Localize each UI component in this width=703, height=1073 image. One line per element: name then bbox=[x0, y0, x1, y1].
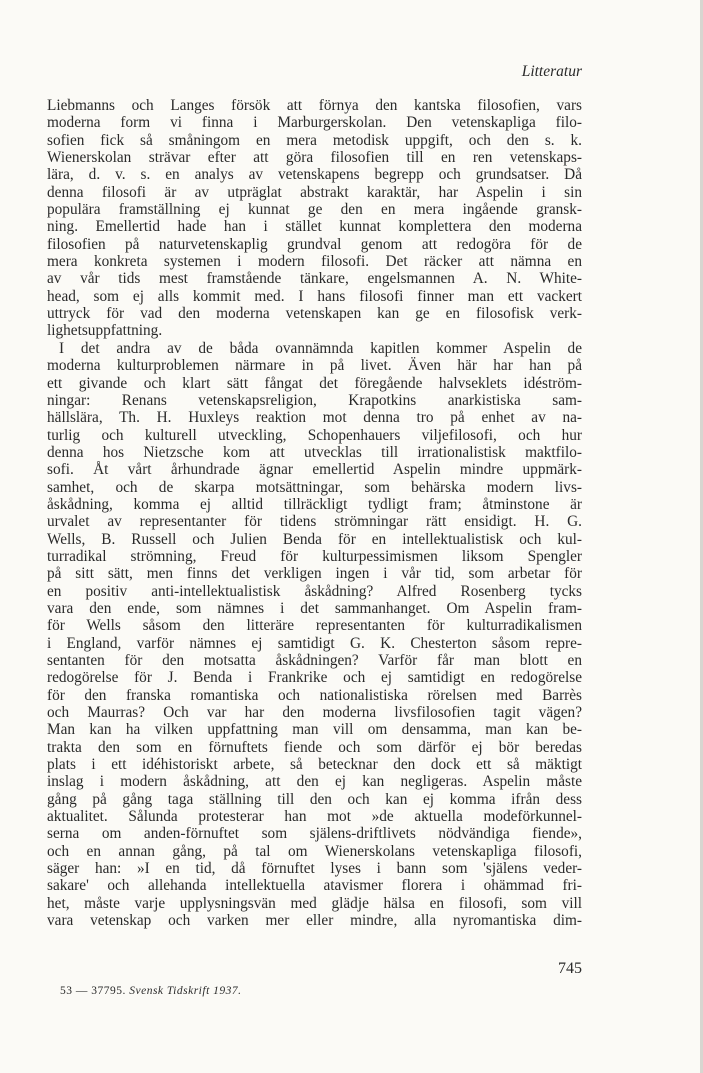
text-line: Liebmanns och Langes försök att förnya den kantska filosofien, vars bbox=[47, 97, 582, 114]
text-line: och en annan gång, på tal om Wienerskolans vetenskapliga filosofi, bbox=[47, 842, 582, 860]
footer-signature: 53 — 37795. bbox=[60, 985, 126, 997]
text-line: på sitt sätt, men finns det verkligen ingen i vår tid, som arbetar för bbox=[47, 565, 582, 583]
text-line: ning. Emellertid hade han i stället kunnat komplettera den moderna bbox=[47, 218, 582, 236]
text-line: Man kan ha vilken uppfattning man vill om densamma, man kan be- bbox=[47, 721, 582, 739]
text-line: moderna kulturproblemen närmare in på livet. Även här har han på bbox=[47, 357, 582, 375]
text-line: lära, d. v. s. en analys av vetenskapens begrepp och grundsatser. Då bbox=[47, 166, 582, 184]
text-line: samhet, och de skarpa motsättningar, som behärska modern livs- bbox=[47, 478, 582, 496]
article-body bbox=[47, 97, 582, 930]
text-line: vara den ende, som nämnes i det sammanhanget. Om Aspelin fram- bbox=[47, 599, 582, 617]
text-line: sakare' och allehanda intellektuella atavismer florera i ohämmad fri- bbox=[47, 877, 582, 895]
text-line: åskådning, komma ej alltid tillräckligt tydligt fram; åtminstone är bbox=[47, 495, 582, 513]
text-line: head, som ej alls kommit med. I hans filosofi finner man ett vackert bbox=[47, 287, 582, 305]
text-line: I det andra av de båda ovannämnda kapitlen kommer Aspelin de bbox=[59, 339, 582, 357]
footer bbox=[60, 985, 242, 997]
text-line: sentanten för den motsatta åskådningen? Varför får man blott en bbox=[47, 652, 582, 669]
text-line: serna om anden-förnuftet som själens-driftlivets nödvändiga fiende», bbox=[47, 825, 582, 843]
text-line: sofi. Åt vårt århundrade ägnar emellertid Aspelin mindre uppmärk- bbox=[47, 461, 582, 479]
text-line: ningar: Renans vetenskapsreligion, Krapotkins anarkistiska sam- bbox=[47, 391, 582, 409]
text-line: het, måste varje upplysningsvän med glädje hälsa en filosofi, som vill bbox=[47, 894, 582, 912]
page-number: 745 bbox=[558, 960, 582, 977]
text-line: gång på gång taga ställning till den och kan ej komma ifrån dess bbox=[47, 790, 582, 808]
text-line: denna hos Nietzsche kom att utvecklas till irrationalistisk maktfilo- bbox=[47, 443, 582, 461]
text-line: urvalet av representanter för tidens strömningar rätt ensidigt. H. G. bbox=[47, 513, 582, 531]
text-line: turradikal strömning, Freud för kulturpessimismen liksom Spengler bbox=[47, 547, 582, 565]
text-line: en positiv anti-intellektualistisk åskådning? Alfred Rosenberg tycks bbox=[47, 582, 582, 600]
text-line: sofien fick så småningom en mera metodisk uppgift, och den s. k. bbox=[47, 131, 582, 149]
text-line: för den franska romantiska och nationalistiska rörelsen med Barrès bbox=[47, 686, 582, 704]
text-line: aktualitet. Sålunda protesterar han mot »de aktuella modeförkunnel- bbox=[47, 808, 582, 826]
paragraph bbox=[47, 340, 582, 930]
text-line: av vår tids mest framstående tänkare, engelsmannen A. N. White- bbox=[47, 270, 582, 288]
text-line: ett givande och klart sätt fångat det föregående halvseklets idéström- bbox=[47, 374, 582, 392]
running-title: Litteratur bbox=[521, 63, 582, 80]
text-line: filosofien på naturvetenskaplig grundval genom att redogöra för de bbox=[47, 235, 582, 253]
text-line: moderna form vi finna i Marburgerskolan. Den vetenskapliga filo- bbox=[47, 114, 582, 132]
text-line: turlig och kulturell utveckling, Schopenhauers viljefilosofi, och hur bbox=[47, 426, 582, 444]
text-line: i England, varför nämnes ej samtidigt G. K. Chesterton såsom repre- bbox=[47, 634, 582, 652]
text-line: denna filosofi är av utpräglat abstrakt karaktär, har Aspelin i sin bbox=[47, 183, 582, 201]
text-line: säger han: »I en tid, då förnuftet lyses i bann som 'själens veder- bbox=[47, 860, 582, 878]
text-line: vara vetenskap och varken mer eller mindre, alla nyromantiska dim- bbox=[47, 912, 582, 930]
footer-journal: Svensk Tidskrift 1937. bbox=[129, 985, 242, 997]
text-line: Wienerskolan strävar efter att göra filosofien till en ren vetenskaps- bbox=[47, 149, 582, 167]
text-line: mera konkreta systemen i modern filosofi. Det räcker att nämna en bbox=[47, 253, 582, 271]
paragraph bbox=[47, 97, 582, 340]
text-line: Wells, B. Russell och Julien Benda för en intellektualistisk och kul- bbox=[47, 530, 582, 548]
text-line: inslag i modern åskådning, att den ej kan negligeras. Aspelin måste bbox=[47, 773, 582, 791]
text-line: populära framställning ej kunnat ge den en mera ingående gransk- bbox=[47, 201, 582, 219]
text-line: för Wells såsom den litteräre representanten för kulturradikalismen bbox=[47, 617, 582, 635]
text-line: och Maurras? Och var har den moderna livsfilosofien tagit vägen? bbox=[47, 704, 582, 722]
text-line: uttryck för vad den moderna vetenskapen kan ge en filosofisk verk- bbox=[47, 305, 582, 323]
text-line: trakta den som en förnuftets fiende och som därför ej bör beredas bbox=[47, 738, 582, 756]
text-line: redogörelse för J. Benda i Frankrike och ej samtidigt en redogörelse bbox=[47, 669, 582, 687]
text-line: hällslära, Th. H. Huxleys reaktion mot denna tro på enhet av na- bbox=[47, 409, 582, 427]
text-line: plats i ett idéhistoriskt arbete, så betecknar den dock ett så mäktigt bbox=[47, 756, 582, 774]
text-line: lighetsuppfattning. bbox=[47, 322, 163, 340]
